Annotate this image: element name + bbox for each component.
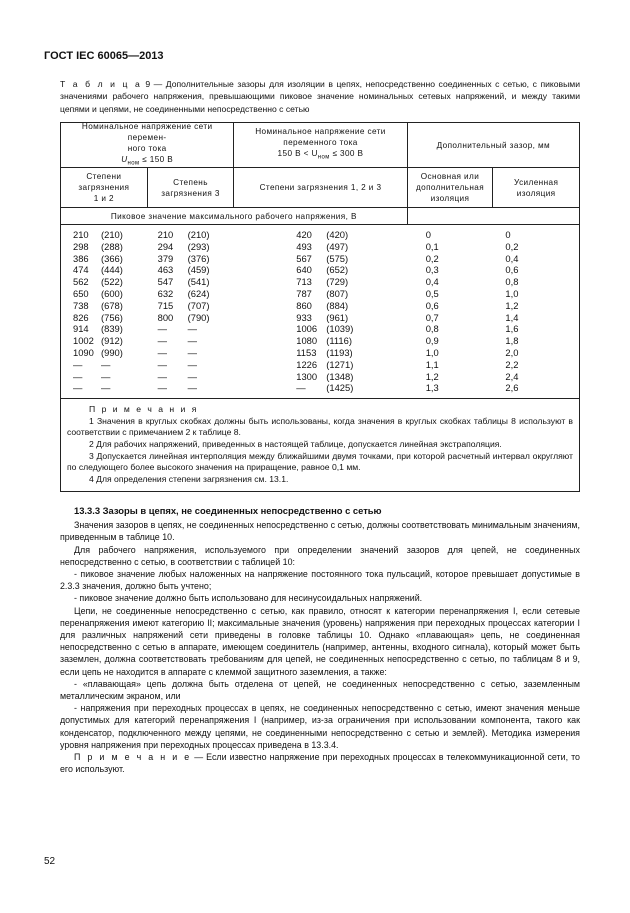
table-cell xyxy=(493,312,579,324)
cell-value: (600) xyxy=(101,287,123,299)
cell-value: — xyxy=(73,382,83,394)
cell-value: 210 xyxy=(157,229,174,240)
cell-value: (1425) xyxy=(326,382,354,394)
cell-value: — xyxy=(187,358,197,370)
cell-value: — xyxy=(157,335,167,347)
table-row xyxy=(61,264,579,276)
cell-value: (293) xyxy=(187,240,210,252)
cell-value: 1,6 xyxy=(505,323,519,335)
cell-value: 0,6 xyxy=(425,299,439,311)
table-cell xyxy=(408,371,494,383)
table-cell xyxy=(234,382,407,394)
cell-value: — xyxy=(157,346,167,358)
table-cell xyxy=(148,264,235,276)
table-cell xyxy=(234,253,407,265)
header-text: Номинальное напряжение сети xyxy=(255,127,386,137)
table-cell xyxy=(234,323,407,335)
table-cell xyxy=(493,335,579,347)
table-cell xyxy=(61,253,148,265)
table-cell xyxy=(408,335,494,347)
note-label: П р и м е ч а н и е xyxy=(74,752,192,763)
cell-value: — xyxy=(157,358,167,370)
table-cell xyxy=(234,347,407,359)
cell-value: (366) xyxy=(101,252,123,264)
header-text: U xyxy=(121,154,128,164)
table-cell xyxy=(61,300,148,312)
header-mains-300 xyxy=(234,123,407,167)
table-cell xyxy=(493,382,579,394)
table-cell xyxy=(408,312,494,324)
table-cell xyxy=(61,241,148,253)
table-cell xyxy=(234,264,407,276)
cell-value: 0,4 xyxy=(425,276,439,288)
cell-value: 0,9 xyxy=(425,335,439,347)
cell-value: 0,7 xyxy=(425,311,439,323)
table-notes xyxy=(61,399,579,491)
cell-value: 650 xyxy=(73,287,89,299)
cell-value: (729) xyxy=(326,276,349,288)
cell-value: 0 xyxy=(505,229,511,240)
cell-value: (990) xyxy=(101,346,123,358)
cell-value: 0,2 xyxy=(425,252,439,264)
table-cell xyxy=(234,288,407,300)
cell-value: 1,3 xyxy=(425,382,439,394)
cell-value: 1002 xyxy=(73,335,94,347)
table-row xyxy=(61,300,579,312)
table-cell xyxy=(148,347,235,359)
cell-value: — xyxy=(157,323,167,335)
table-row xyxy=(61,288,579,300)
header-text: Номинальное напряжение сети перемен- xyxy=(81,121,213,142)
header-text: загрязнения 3 xyxy=(161,188,220,198)
cell-value: (420) xyxy=(326,229,349,240)
note-item: 3 Допускается линейная интерполяция между ближайшими двумя точками, при которой расчетный интервал округляют по следующего более высокого значения на приращение, равное 0,1 мм. xyxy=(67,450,573,473)
table-row xyxy=(61,323,579,335)
table-row xyxy=(61,276,579,288)
header-reinforced-insulation xyxy=(493,168,579,207)
header-text: переменного тока xyxy=(283,138,358,148)
cell-value: — xyxy=(296,382,306,394)
header-text: Степени загрязнения xyxy=(78,172,130,192)
table-cell xyxy=(61,347,148,359)
cell-value: 379 xyxy=(157,252,174,264)
table-cell xyxy=(493,371,579,383)
cell-value: 2,0 xyxy=(505,346,519,358)
paragraph: - «плавающая» цепь должна быть отделена от цепей, не соединенных непосредственно с сетью, заземленным металлическим экраном, или xyxy=(60,678,580,702)
table-cell xyxy=(234,371,407,383)
table-cell xyxy=(493,241,579,253)
table-row xyxy=(61,335,579,347)
table-cell xyxy=(408,276,494,288)
table-cell xyxy=(408,300,494,312)
table-row xyxy=(61,241,579,253)
cell-value: 2,2 xyxy=(505,358,519,370)
table-cell xyxy=(61,276,148,288)
cell-value: (652) xyxy=(326,264,349,276)
table-header-row-1 xyxy=(61,123,579,168)
table-cell xyxy=(493,229,579,241)
cell-value: 294 xyxy=(157,240,174,252)
cell-value: (624) xyxy=(187,287,210,299)
note-text: — Если известно напряжение при переходных процессах в телекоммуникационной сети, то его используют. xyxy=(60,752,580,775)
cell-value: 463 xyxy=(157,264,174,276)
table-cell xyxy=(408,359,494,371)
cell-value: (756) xyxy=(101,311,123,323)
table-cell xyxy=(61,312,148,324)
table-cell xyxy=(148,312,235,324)
cell-value: 1300 xyxy=(296,370,318,382)
document-header: ГОСТ IEC 60065—2013 xyxy=(44,50,164,62)
header-text: ного тока xyxy=(127,143,167,153)
cell-value: (912) xyxy=(101,335,123,347)
header-text: изоляция xyxy=(516,188,556,198)
table-cell xyxy=(61,382,148,394)
cell-value: 0,8 xyxy=(425,323,439,335)
table-cell xyxy=(148,253,235,265)
header-text: Основная или xyxy=(420,172,480,181)
paragraph: - пиковое значение любых наложенных на напряжение постоянного тока пульсаций, которое превышает допустимые в 2.3.3 значения, должно быть учтено; xyxy=(60,569,580,592)
header-text xyxy=(255,148,386,164)
header-text: Усиленная xyxy=(514,177,559,187)
cell-value: 0,3 xyxy=(425,264,439,276)
table-cell xyxy=(148,300,235,312)
cell-value: — xyxy=(73,358,83,370)
note-item: 1 Значения в круглых скобках должны быть использованы, когда значения в круглых скобках таблицы 8 используют в соответствии с примечанием 2 к таблице 8. xyxy=(67,415,573,438)
caption-text: 9 — Дополнительные зазоры для изоляции в цепях, непосредственно соединенных с сетью, с пиковыми значениями рабочего напряжения, превышающими пиковое значение номинальных сетевых напряжений, и между такими цепями и цепями, не соединенными непосредственно с сетью xyxy=(60,79,580,114)
header-additional-clearance: Дополнительный зазор, мм xyxy=(436,140,551,150)
cell-value: (575) xyxy=(326,252,349,264)
table-cell xyxy=(234,241,407,253)
cell-value: 1,2 xyxy=(505,299,519,311)
header-blank xyxy=(408,208,579,224)
table-cell xyxy=(493,264,579,276)
note-item: 4 Для определения степени загрязнения см. 13.1. xyxy=(89,473,289,484)
table-cell xyxy=(493,288,579,300)
cell-value: 1006 xyxy=(296,323,318,335)
table-cell xyxy=(234,335,407,347)
header-text: Степень xyxy=(173,177,208,187)
table-header-row-2 xyxy=(61,168,579,208)
table-cell xyxy=(148,359,235,371)
cell-value: (497) xyxy=(326,240,349,252)
cell-value: (522) xyxy=(101,276,123,288)
cell-value: (807) xyxy=(326,287,349,299)
table-cell xyxy=(408,323,494,335)
cell-value: — xyxy=(101,370,111,382)
cell-value: 0,5 xyxy=(425,287,439,299)
table-row xyxy=(61,312,579,324)
header-peak-voltage: Пиковое значение максимального рабочего напряжения, В xyxy=(61,208,408,224)
cell-value: 493 xyxy=(296,240,312,252)
table-cell xyxy=(493,276,579,288)
table-cell xyxy=(148,241,235,253)
table-cell xyxy=(408,253,494,265)
cell-value: (1116) xyxy=(326,335,352,347)
table-cell xyxy=(493,323,579,335)
cell-value: 933 xyxy=(296,311,312,323)
header-subscript: ном xyxy=(317,154,330,161)
note-item: 2 Для рабочих напряжений, приведенных в настоящей таблице, допускается линейная экстраполяция. xyxy=(89,438,502,449)
cell-value: 632 xyxy=(157,287,174,299)
cell-value: (678) xyxy=(101,299,123,311)
cell-value: 210 xyxy=(73,229,89,240)
cell-value: (790) xyxy=(187,311,210,323)
cell-value: 1080 xyxy=(296,335,318,347)
table-cell xyxy=(408,347,494,359)
cell-value: — xyxy=(187,323,197,335)
table-row xyxy=(61,382,579,394)
cell-value: 1,8 xyxy=(505,335,519,347)
cell-value: (707) xyxy=(187,299,210,311)
paragraph: - пиковое значение должно быть использовано для несинусоидальных напряжений. xyxy=(74,593,423,604)
table-cell xyxy=(234,300,407,312)
table-cell xyxy=(148,382,235,394)
cell-value: 0 xyxy=(425,229,431,240)
cell-value: 1,0 xyxy=(505,287,519,299)
table-cell xyxy=(408,264,494,276)
cell-value: 914 xyxy=(73,323,89,335)
clearance-table xyxy=(60,122,580,492)
cell-value: — xyxy=(73,370,83,382)
cell-value: 0,8 xyxy=(505,276,519,288)
table-cell xyxy=(61,229,148,241)
header-mains-150 xyxy=(61,123,234,167)
table-cell xyxy=(148,335,235,347)
cell-value: 298 xyxy=(73,240,89,252)
cell-value: (1193) xyxy=(326,346,353,358)
table-cell xyxy=(234,276,407,288)
table-row xyxy=(61,347,579,359)
cell-value: 738 xyxy=(73,299,89,311)
cell-value: (210) xyxy=(187,229,210,240)
cell-value: 787 xyxy=(296,287,312,299)
caption-label: Т а б л и ц а xyxy=(60,79,142,89)
table-row xyxy=(61,371,579,383)
cell-value: 386 xyxy=(73,252,89,264)
notes-title: П р и м е ч а н и я xyxy=(89,404,199,415)
header-text: изоляция xyxy=(430,194,470,203)
header-basic-insulation xyxy=(408,168,494,207)
header-pollution-3 xyxy=(148,168,235,207)
header-pollution-1-2 xyxy=(61,168,148,207)
cell-value: (444) xyxy=(101,264,123,276)
cell-value: (1039) xyxy=(326,323,354,335)
cell-value: (961) xyxy=(326,311,349,323)
cell-value: (1348) xyxy=(326,370,354,382)
cell-value: (210) xyxy=(101,229,123,240)
cell-value: 800 xyxy=(157,311,174,323)
table-header-row-3 xyxy=(61,208,579,225)
cell-value: 562 xyxy=(73,276,89,288)
cell-value: (288) xyxy=(101,240,123,252)
cell-value: 420 xyxy=(296,229,312,240)
cell-value: 474 xyxy=(73,264,89,276)
cell-value: 0,2 xyxy=(505,240,519,252)
cell-value: — xyxy=(101,382,111,394)
cell-value: — xyxy=(101,358,111,370)
table-cell xyxy=(148,288,235,300)
table-cell xyxy=(234,312,407,324)
paragraph: Цепи, не соединенные непосредственно с сетью, как правило, относят к категории перенапряжения I, если сетевые перенапряжения имеют категорию II; максимальные значения (уровень) напряжения при переходных процессах категории I для различных напряжений сети приведены в головке таблицы 10. Однако «плавающая» цепь, не соединенная непосредственно с сетью в аппарате, имеющем соединитель (например, антенны, входного сигнала), который может быть заземлен, должна соответствовать требованиям для цепей, не соединенных непосредственно с сетью, по таблицам 8 и 9, если цепь не находится в аппарате с клеммой защитного заземления, а также: xyxy=(60,605,580,677)
table-cell xyxy=(234,229,407,241)
header-text xyxy=(64,154,230,170)
table-caption xyxy=(60,78,580,115)
cell-value: 715 xyxy=(157,299,174,311)
table-cell xyxy=(493,347,579,359)
table-body xyxy=(61,225,579,399)
table-cell xyxy=(234,359,407,371)
section-13-3-3 xyxy=(60,505,580,775)
section-title: 13.3.3 Зазоры в цепях, не соединенных непосредственно с сетью xyxy=(74,505,382,516)
cell-value: (541) xyxy=(187,276,210,288)
table-row xyxy=(61,229,579,241)
cell-value: 713 xyxy=(296,276,312,288)
cell-value: (376) xyxy=(187,252,210,264)
cell-value: — xyxy=(157,370,167,382)
cell-value: 0,6 xyxy=(505,264,519,276)
table-row xyxy=(61,359,579,371)
cell-value: 1,1 xyxy=(425,358,439,370)
paragraph: Значения зазоров в цепях, не соединенных непосредственно с сетью, должны соответствовать минимальным значениям, приведенным в таблице 10. xyxy=(60,520,580,543)
cell-value: (1271) xyxy=(326,358,354,370)
table-cell xyxy=(408,229,494,241)
header-text: 150 В < U xyxy=(277,149,318,159)
cell-value: 0,4 xyxy=(505,252,519,264)
header-subscript: ном xyxy=(127,160,140,167)
cell-value: 1226 xyxy=(296,358,318,370)
table-cell xyxy=(61,359,148,371)
paragraph: - напряжения при переходных процессах в цепях, не соединенных непосредственно с сетью, имеют значения меньше допустимых для категорий перенапряжения I (например, из-за ограничения при использовании компонента, такого как конденсатор, подключенного между цепями, не соединенными непосредственно с сетью и землей). Методика измерения уровня напряжения при переходных процессах приведена в 13.3.4. xyxy=(60,703,580,750)
cell-value: 1,4 xyxy=(505,311,519,323)
cell-value: — xyxy=(187,382,197,394)
cell-value: 1,0 xyxy=(425,346,439,358)
table-cell xyxy=(493,253,579,265)
cell-value: 640 xyxy=(296,264,312,276)
cell-value: 0,1 xyxy=(425,240,439,252)
table-cell xyxy=(148,229,235,241)
table-cell xyxy=(148,323,235,335)
table-cell xyxy=(148,371,235,383)
table-cell xyxy=(408,382,494,394)
cell-value: 2,6 xyxy=(505,382,519,394)
header-text: ≤ 150 В xyxy=(139,154,174,164)
cell-value: — xyxy=(187,346,197,358)
table-cell xyxy=(493,300,579,312)
header-text: 1 и 2 xyxy=(93,194,114,203)
cell-value: — xyxy=(187,370,197,382)
cell-value: 1153 xyxy=(296,346,317,358)
cell-value: (839) xyxy=(101,323,123,335)
cell-value: — xyxy=(187,335,197,347)
section-note xyxy=(60,751,580,775)
cell-value: (884) xyxy=(326,299,349,311)
header-text: ≤ 300 В xyxy=(329,149,364,159)
cell-value: 567 xyxy=(296,252,312,264)
table-row xyxy=(61,253,579,265)
table-cell xyxy=(61,323,148,335)
cell-value: 826 xyxy=(73,311,89,323)
table-cell xyxy=(61,288,148,300)
table-cell xyxy=(61,371,148,383)
header-text: дополнительная xyxy=(415,183,485,192)
paragraph: Для рабочего напряжения, используемого при определении значений зазоров для цепей, не соединенных непосредственно с сетью, в соответствии с таблицей 10: xyxy=(60,544,580,567)
cell-value: (459) xyxy=(187,264,210,276)
page-number: 52 xyxy=(44,856,56,867)
table-cell xyxy=(493,359,579,371)
cell-value: — xyxy=(157,382,167,394)
cell-value: 547 xyxy=(157,276,174,288)
cell-value: 2,4 xyxy=(505,370,519,382)
cell-value: 1090 xyxy=(73,346,94,358)
table-cell xyxy=(408,288,494,300)
table-cell xyxy=(408,241,494,253)
header-pollution-1-2-3: Степени загрязнения 1, 2 и 3 xyxy=(234,168,407,207)
table-cell xyxy=(148,276,235,288)
table-cell xyxy=(61,264,148,276)
table-cell xyxy=(61,335,148,347)
cell-value: 1,2 xyxy=(425,370,439,382)
cell-value: 860 xyxy=(296,299,312,311)
